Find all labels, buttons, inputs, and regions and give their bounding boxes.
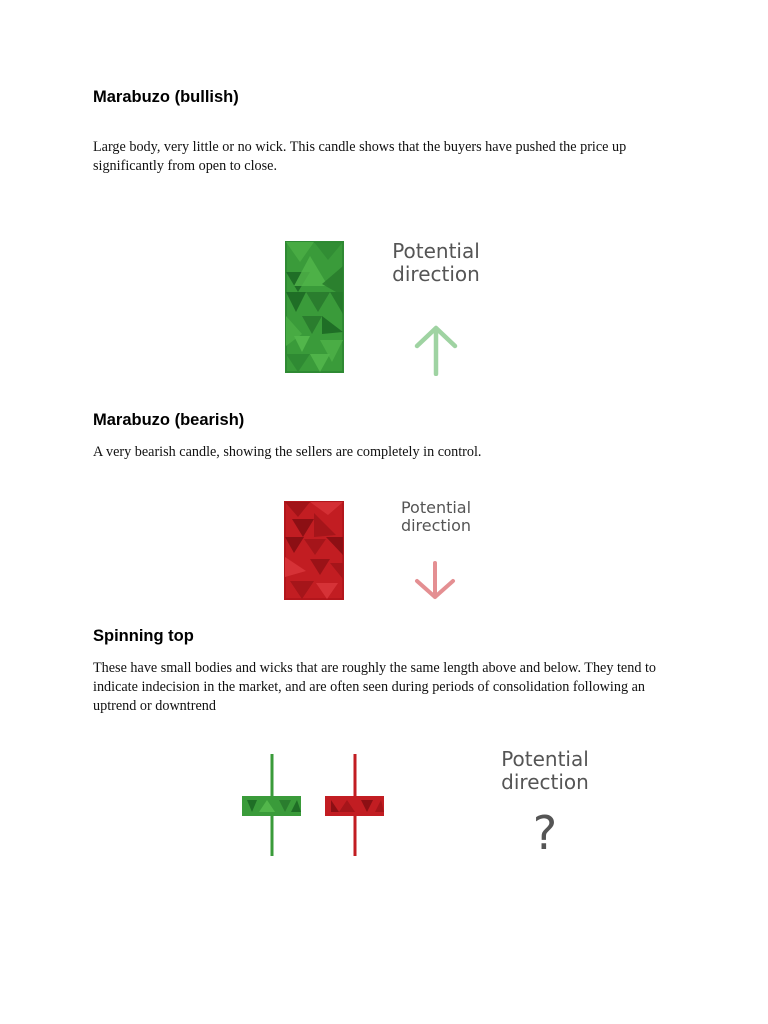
bullish-marabuzo-candle (280, 236, 350, 381)
section-title-spinning-top: Spinning top (93, 627, 194, 645)
potential-direction-label (485, 748, 605, 794)
potential-direction-label (386, 499, 486, 536)
label-line-potential: Potential (392, 239, 480, 263)
label-line-direction: direction (400, 516, 472, 536)
section-title-marabuzo-bullish: Marabuzo (bullish) (93, 88, 239, 106)
label-line-potential: Potential (400, 498, 472, 517)
label-line-direction: direction (501, 770, 589, 794)
figure-spinning-top (235, 742, 605, 862)
bullish-spinning-top-candle (242, 754, 301, 856)
bearish-marabuzo-candle (280, 497, 350, 605)
section-text-marabuzo-bearish: A very bearish candle, showing the sellers are completely in control. (93, 444, 482, 460)
spinning-top-candles (235, 742, 395, 862)
section-text-spinning-top: These have small bodies and wicks that are roughly the same length above and below. They tend to indicate indecision in the market, and are often seen during periods of consolidation following an uptrend or downtrend (93, 660, 657, 714)
label-line-potential: Potential (501, 747, 589, 771)
arrow-up-icon (411, 324, 461, 376)
question-mark-icon: ? (532, 806, 558, 860)
bearish-spinning-top-candle (325, 754, 384, 856)
section-text-marabuzo-bullish: Large body, very little or no wick. This candle shows that the buyers have pushed the price up significantly from open to close. (93, 139, 627, 174)
section-title-marabuzo-bearish: Marabuzo (bearish) (93, 411, 245, 429)
label-line-direction: direction (392, 262, 480, 286)
figure-marabuzo-bearish (280, 497, 500, 607)
arrow-down-icon (411, 561, 459, 601)
potential-direction-label (386, 240, 486, 286)
figure-marabuzo-bullish (280, 236, 500, 381)
